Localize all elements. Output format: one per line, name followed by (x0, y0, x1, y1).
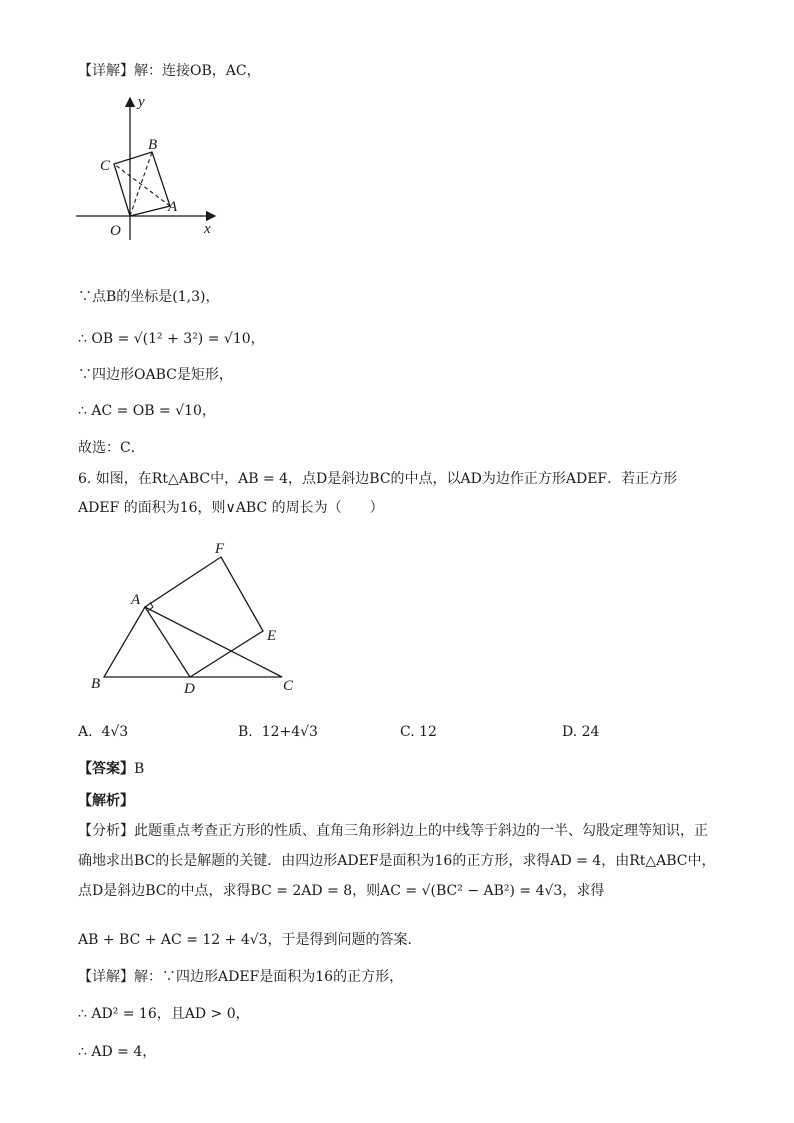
label-d: D (184, 681, 195, 697)
step-ac: ∴ AC = OB = √10， (78, 403, 216, 419)
label-a: A (168, 199, 178, 215)
label-c: C (283, 678, 294, 694)
detail-heading-q6: 【详解】解：∵四边形ADEF是面积为16的正方形， (78, 969, 404, 985)
step-point-b: ∵点B的坐标是(1,3)， (78, 289, 220, 305)
label-a: A (131, 592, 141, 608)
option-b-text: 12+4√3 (261, 724, 318, 740)
step-choose: 故选：C． (78, 440, 145, 456)
step-rectangle: ∵四边形OABC是矩形， (78, 367, 233, 383)
analysis-conclusion: AB + BC + AC = 12 + 4√3，于是得到问题的答案． (78, 932, 422, 948)
option-c-letter: C. (400, 724, 415, 740)
detail-step-1: ∴ AD² = 16，且AD > 0， (78, 1006, 250, 1022)
label-o: O (110, 223, 121, 239)
detail-heading: 【详解】解：连接OB，AC， (78, 63, 261, 79)
square-triangle-figure (85, 535, 305, 700)
question-6-stem-line1: 6. 如图，在Rt△ABC中，AB = 4，点D是斜边BC的中点，以AD为边作正方形ADEF．若正方形 (78, 471, 678, 487)
answer-value: B (134, 761, 145, 777)
analysis-heading: 【解析】 (78, 793, 134, 809)
square-adef (145, 557, 263, 677)
option-b (238, 724, 318, 740)
rectangle-oabc (114, 152, 170, 216)
answer-line (78, 759, 144, 779)
option-a (78, 724, 128, 740)
diagonal-ac (114, 164, 170, 206)
label-b: B (91, 676, 101, 692)
label-f: F (215, 541, 225, 557)
option-a-letter: A. (78, 724, 93, 740)
label-c: C (100, 158, 111, 174)
option-d-letter: D. (562, 724, 578, 740)
answer-label: 【答案】 (78, 761, 134, 777)
step-ob: ∴ OB = √(1² + 3²) = √10， (78, 331, 265, 347)
option-a-text: 4√3 (101, 724, 129, 740)
analysis-label (78, 791, 134, 811)
option-b-letter: B. (238, 724, 253, 740)
label-y: y (138, 94, 145, 110)
coordinate-rectangle-figure (70, 92, 230, 242)
label-b: B (148, 137, 158, 153)
detail-step-2: ∴ AD = 4， (78, 1044, 157, 1060)
question-6-stem-line2: ADEF 的面积为16，则∨ABC 的周长为（ ） (78, 500, 384, 516)
label-e: E (267, 628, 277, 644)
option-c-text: 12 (419, 724, 437, 740)
label-x: x (204, 221, 211, 237)
option-c (400, 724, 437, 740)
analysis-paragraph: 【分析】此题重点考查正方形的性质、直角三角形斜边上的中线等于斜边的一半、勾股定理等知识，正确地求出BC的长是解题的关键．由四边形ADEF是面积为16的正方形，求得AD = 4，由Rt△ABC中，点D是斜边BC的中点，求得BC = 2AD = 8，则AC = √(BC² − AB²) = 4√3，求得 (78, 823, 716, 899)
option-d-text: 24 (581, 724, 600, 740)
option-d (562, 724, 599, 740)
